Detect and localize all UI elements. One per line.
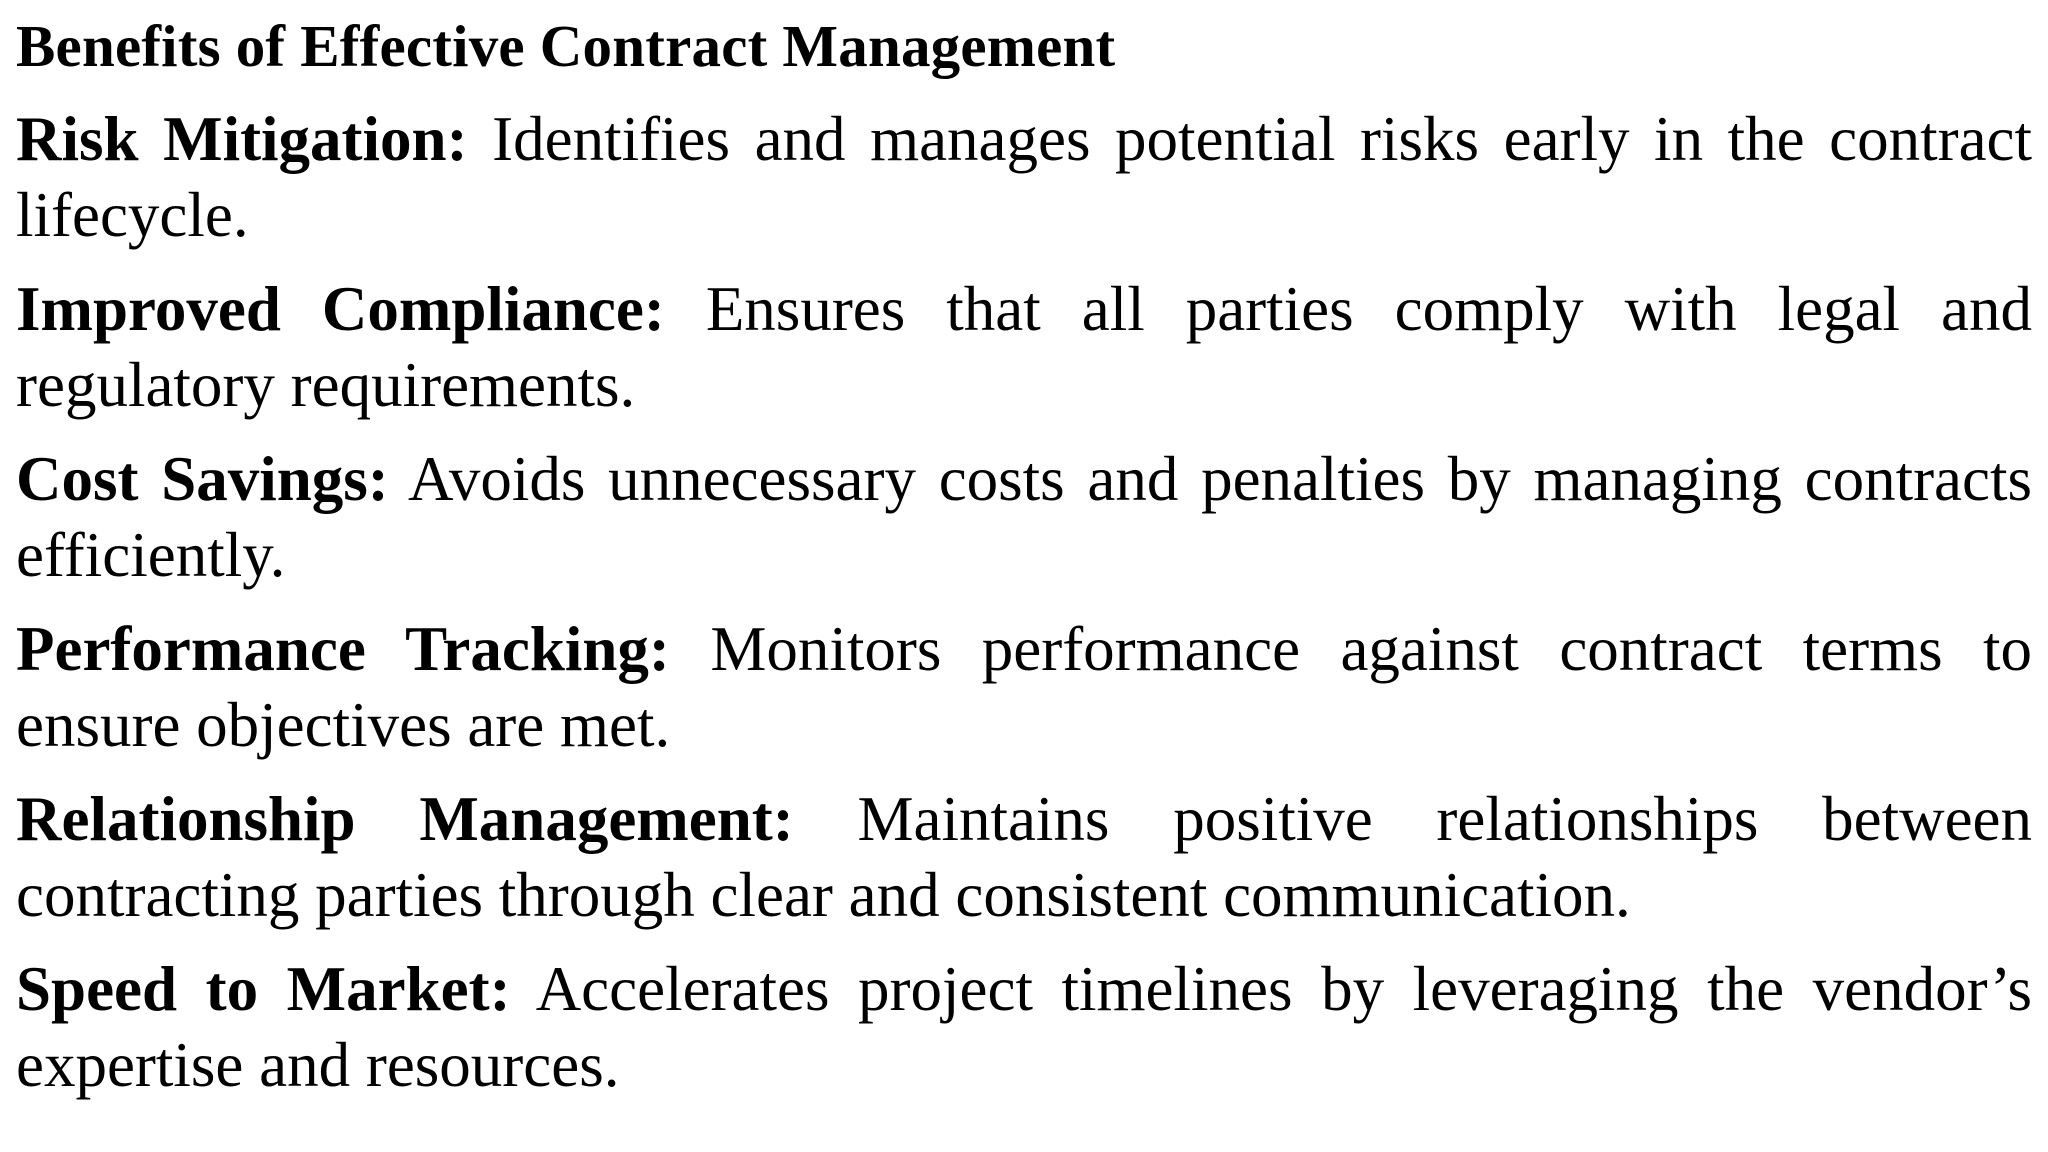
- benefit-description: Maintains positive relationships between contracting parties through clear and consistent communication.: [16, 784, 2033, 930]
- benefit-term: Relationship Management:: [16, 784, 794, 854]
- benefit-speed-to-market: [16, 951, 2032, 1103]
- benefit-term: Cost Savings:: [16, 444, 389, 514]
- benefit-term: Performance Tracking:: [16, 614, 670, 684]
- benefit-description: Accelerates project timelines by leveraging the vendor’s expertise and resources.: [16, 954, 2032, 1100]
- benefit-term: Improved Compliance:: [16, 274, 665, 344]
- benefit-description: Identifies and manages potential risks early in the contract lifecycle.: [16, 104, 2032, 250]
- benefit-description: Ensures that all parties comply with legal and regulatory requirements.: [16, 274, 2032, 420]
- document-body: [16, 8, 2032, 1103]
- page-title: Benefits of Effective Contract Management: [16, 13, 1116, 79]
- benefit-term: Speed to Market:: [16, 954, 511, 1024]
- benefit-term: Risk Mitigation:: [16, 104, 468, 174]
- benefit-description: Monitors performance against contract terms to ensure objectives are met.: [16, 614, 2033, 760]
- benefit-performance-tracking: [16, 611, 2032, 763]
- benefit-description: Avoids unnecessary costs and penalties by managing contracts efficiently.: [16, 444, 2032, 590]
- benefit-risk-mitigation: [16, 101, 2032, 253]
- benefit-cost-savings: [16, 441, 2032, 593]
- benefit-improved-compliance: [16, 271, 2032, 423]
- benefit-relationship-management: [16, 781, 2032, 933]
